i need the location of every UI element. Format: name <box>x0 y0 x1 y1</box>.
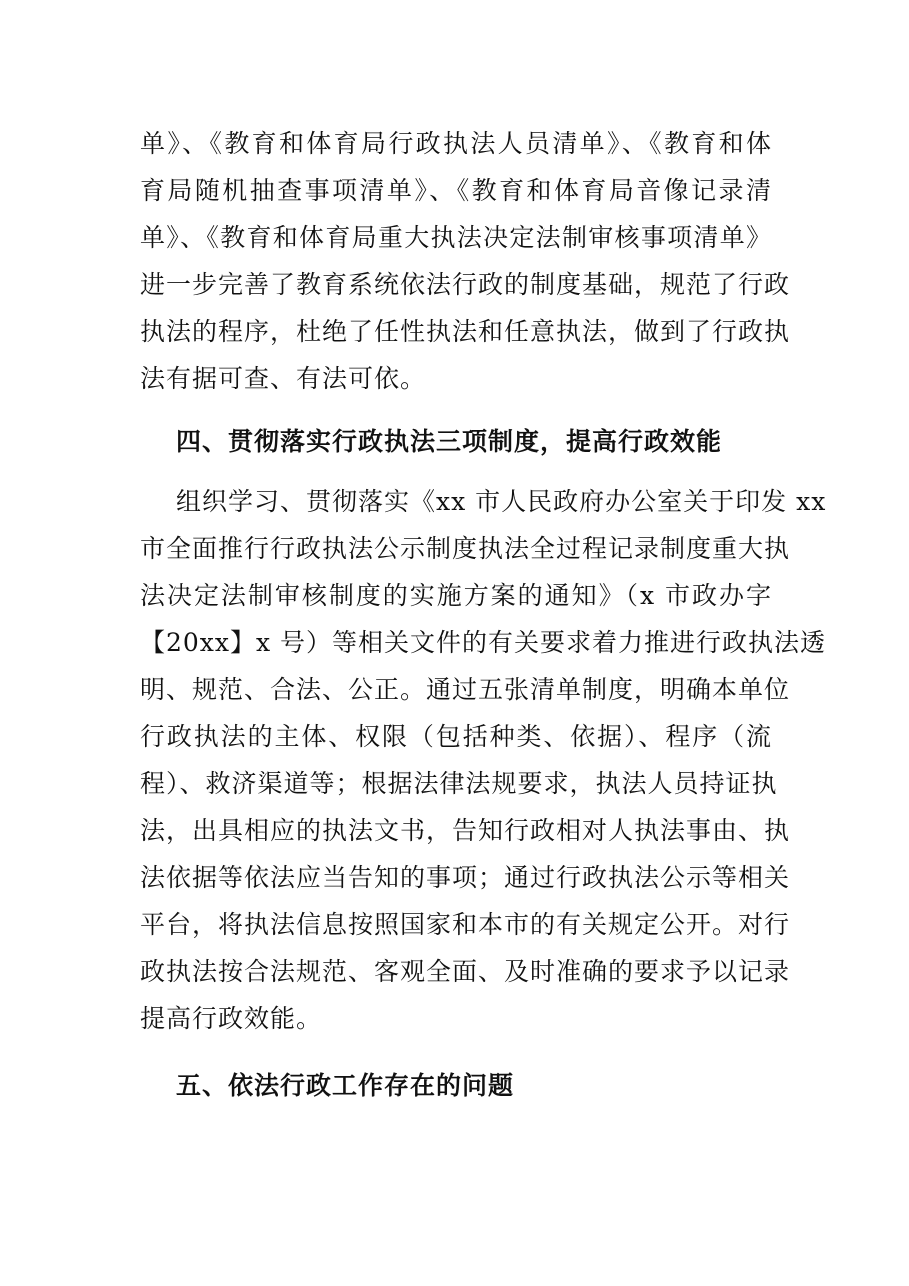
paragraph-line: 法依据等依法应当告知的事项；通过行政执法公示等相关 <box>140 863 791 892</box>
paragraph-line: 【20xx】x 号）等相关文件的有关要求着力推进行政执法透 <box>140 628 827 657</box>
section-heading: 四、贯彻落实行政执法三项制度，提高行政效能 <box>176 427 723 456</box>
paragraph-line: 明、规范、合法、公正。通过五张清单制度，明确本单位 <box>140 675 791 704</box>
paragraph-line: 市全面推行行政执法公示制度执法全过程记录制度重大执 <box>140 534 791 563</box>
paragraph-line: 法决定法制审核制度的实施方案的通知》（x 市政办字 <box>140 581 772 610</box>
paragraph-line: 组织学习、贯彻落实《xx 市人民政府办公室关于印发 xx <box>176 487 827 516</box>
paragraph-line: 进一步完善了教育系统依法行政的制度基础，规范了行政 <box>140 270 791 299</box>
paragraph-line: 法有据可查、有法可依。 <box>140 364 427 393</box>
paragraph-line: 法，出具相应的执法文书，告知行政相对人执法事由、执 <box>140 816 791 845</box>
section-heading: 五、依法行政工作存在的问题 <box>176 1071 515 1100</box>
paragraph-line: 提高行政效能。 <box>140 1004 323 1033</box>
paragraph-line: 平台，将执法信息按照国家和本市的有关规定公开。对行 <box>140 910 791 939</box>
paragraph-line: 执法的程序，杜绝了任性执法和任意执法，做到了行政执 <box>140 317 791 346</box>
paragraph-line: 行政执法的主体、权限（包括种类、依据）、程序（流 <box>140 722 772 751</box>
paragraph-line: 单》、《教育和体育局行政执法人员清单》、《教育和体 <box>140 129 772 158</box>
paragraph-line: 单》、《教育和体育局重大执法决定法制审核事项清单》 <box>140 223 772 252</box>
paragraph-line: 程）、救济渠道等；根据法律法规要求，执法人员持证执 <box>140 769 778 798</box>
paragraph-line: 育局随机抽查事项清单》、《教育和体育局音像记录清 <box>140 176 772 205</box>
paragraph-line: 政执法按合法规范、客观全面、及时准确的要求予以记录 <box>140 957 791 986</box>
